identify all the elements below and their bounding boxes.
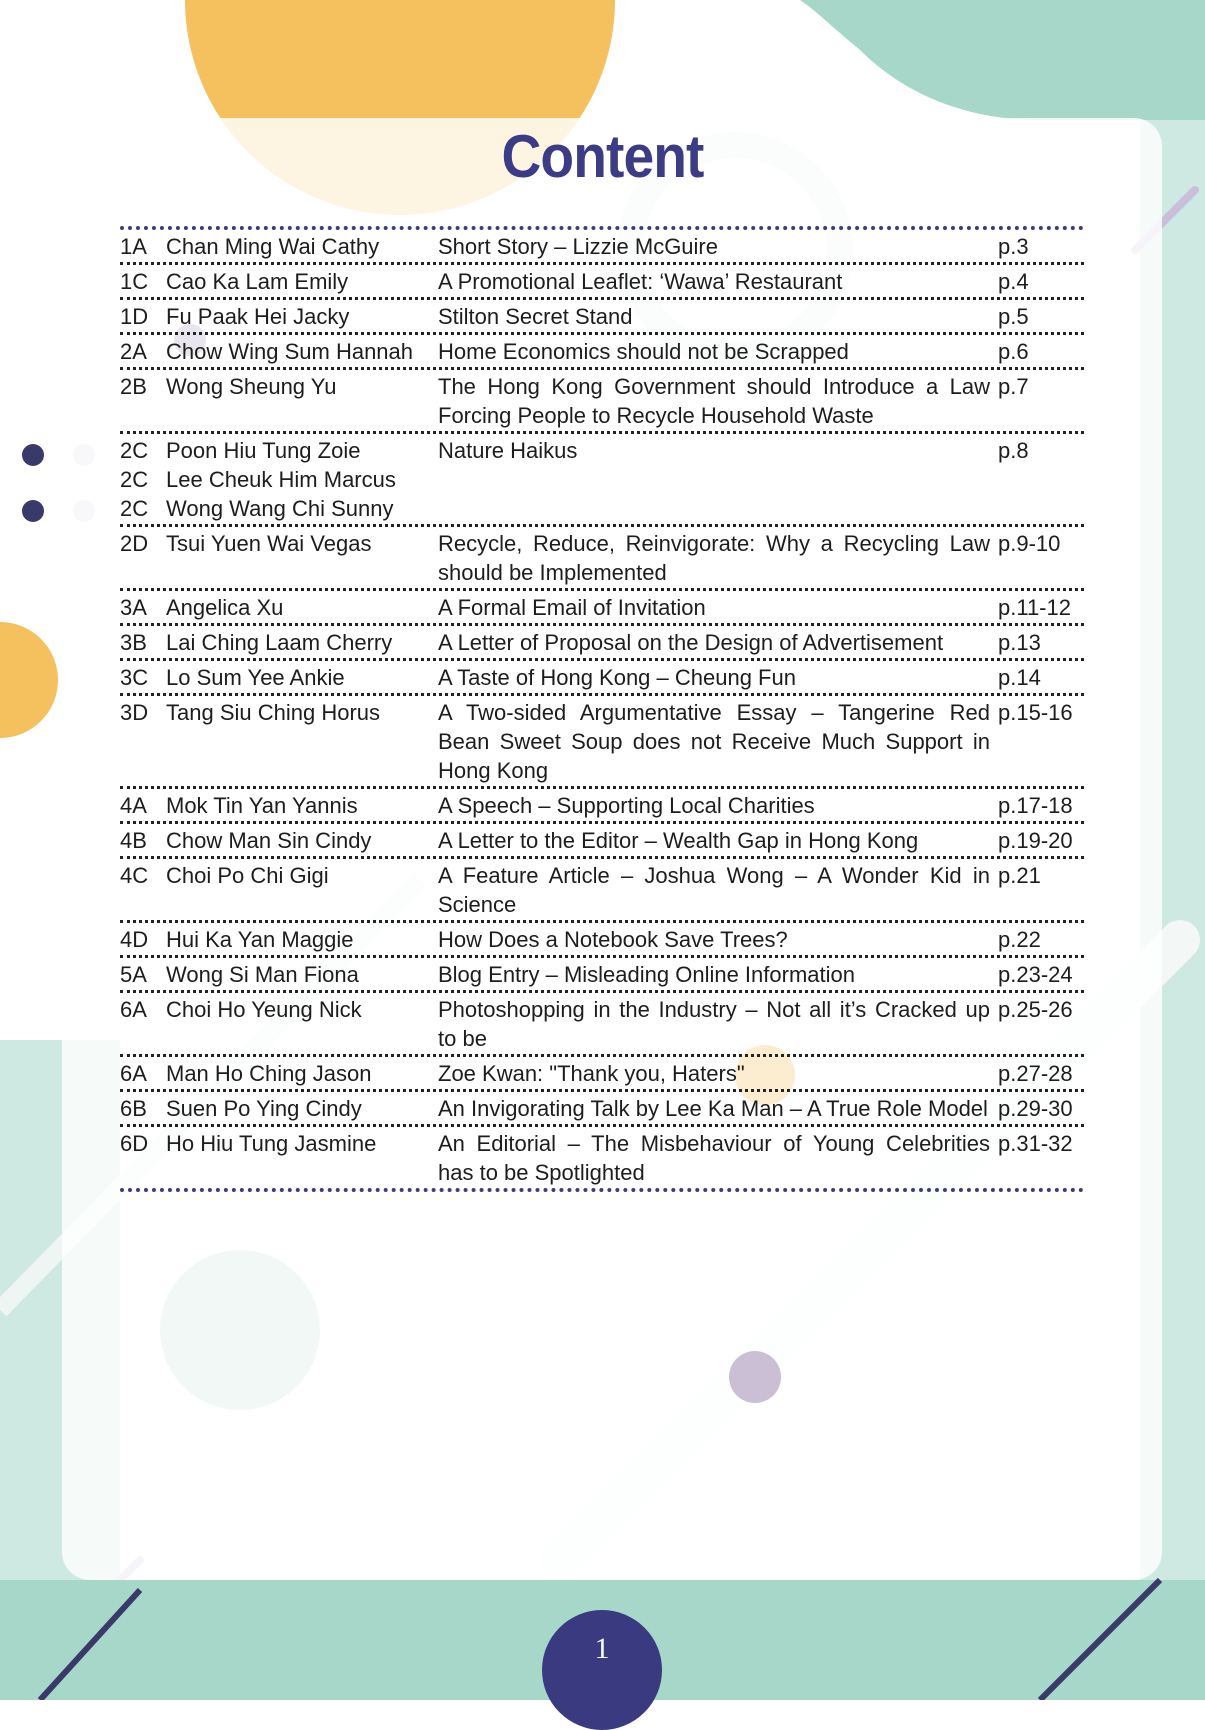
page-reference: p.8: [998, 438, 1029, 463]
article-title: Recycle, Reduce, Reinvigorate: Why a Recycling Law should be Implemented: [438, 531, 990, 585]
student-name: Cao Ka Lam Emily: [166, 269, 349, 294]
article-title: A Speech – Supporting Local Charities: [438, 793, 815, 818]
toc-row: [120, 993, 1084, 1057]
page-reference: p.31-32: [998, 1131, 1073, 1156]
page-reference: p.5: [998, 304, 1029, 329]
class-label: 3A: [120, 595, 147, 620]
article-title: Stilton Secret Stand: [438, 304, 633, 329]
student-name: Ho Hiu Tung Jasmine: [166, 1131, 377, 1156]
class-label: 2D: [120, 531, 149, 556]
article-title: A Letter of Proposal on the Design of Advertisement: [438, 630, 944, 655]
page-reference: p.3: [998, 234, 1029, 259]
class-label: 3B: [120, 630, 147, 655]
article-title: A Promotional Leaflet: ‘Wawa’ Restaurant: [438, 269, 843, 294]
page-reference: p.6: [998, 339, 1029, 364]
student-name: Chow Man Sin Cindy: [166, 828, 372, 853]
student-name: Tang Siu Ching Horus: [166, 700, 381, 725]
page-reference: p.23-24: [998, 962, 1073, 987]
class-label: 4C: [120, 863, 149, 888]
page-number: 1: [594, 1632, 610, 1665]
toc-row: [120, 1127, 1084, 1192]
page-reference: p.22: [998, 927, 1041, 952]
toc-row: [120, 696, 1084, 789]
article-title: An Invigorating Talk by Lee Ka Man – A True Role Model: [438, 1096, 988, 1121]
student-name: Wong Si Man Fiona: [166, 962, 359, 987]
page-reference: p.21: [998, 863, 1041, 888]
page-reference: p.15-16: [998, 700, 1073, 725]
page-number-badge: [542, 1610, 662, 1730]
toc-row: [120, 591, 1084, 626]
page-reference: p.7: [998, 374, 1029, 399]
purple-dot: [729, 1351, 781, 1403]
class-label: 6B: [120, 1096, 147, 1121]
article-title: A Feature Article – Joshua Wong – A Wonder Kid in Science: [438, 863, 990, 917]
page-reference: p.13: [998, 630, 1041, 655]
article-title: How Does a Notebook Save Trees?: [438, 927, 788, 952]
table-of-contents: [120, 226, 1084, 1192]
page-reference: p.27-28: [998, 1061, 1073, 1086]
article-title: A Letter to the Editor – Wealth Gap in Hong Kong: [438, 828, 919, 853]
class-label: 3D: [120, 700, 149, 725]
toc-row: [120, 859, 1084, 923]
class-label: 1A: [120, 234, 147, 259]
student-name: Tsui Yuen Wai Vegas: [166, 531, 372, 556]
toc-row: [120, 434, 1084, 527]
article-title: Photoshopping in the Industry – Not all it’s Cracked up to be: [438, 997, 990, 1051]
student-name: Man Ho Ching Jason: [166, 1061, 372, 1086]
student-name: Poon Hiu Tung Zoie Lee Cheuk Him Marcus Wong Wang Chi Sunny: [166, 438, 396, 521]
teal-blob-top-right: [800, 0, 1205, 120]
article-title: A Taste of Hong Kong – Cheung Fun: [438, 665, 796, 690]
toc-row: [120, 527, 1084, 591]
student-name: Angelica Xu: [166, 595, 284, 620]
article-title: Short Story – Lizzie McGuire: [438, 234, 718, 259]
page-reference: p.11-12: [998, 595, 1071, 620]
article-title: A Two-sided Argumentative Essay – Tangerine Red Bean Sweet Soup does not Receive Much Support in Hong Kong: [438, 700, 990, 783]
toc-row: [120, 265, 1084, 300]
student-name: Chow Wing Sum Hannah: [166, 339, 414, 364]
toc-row: [120, 370, 1084, 434]
dot: [22, 500, 44, 522]
page-reference: p.25-26: [998, 997, 1073, 1022]
article-title: A Formal Email of Invitation: [438, 595, 706, 620]
page-reference: p.9-10: [998, 531, 1061, 556]
class-label: 6D: [120, 1131, 149, 1156]
article-title: Zoe Kwan: "Thank you, Haters": [438, 1061, 745, 1086]
toc-row: [120, 824, 1084, 859]
page-reference: p.19-20: [998, 828, 1073, 853]
class-label: 3C: [120, 665, 149, 690]
toc-row: [120, 300, 1084, 335]
toc-row: [120, 230, 1084, 265]
class-label: 6A: [120, 1061, 147, 1086]
student-name: Hui Ka Yan Maggie: [166, 927, 354, 952]
yellow-circle-left: [0, 622, 58, 738]
class-label: 2A: [120, 339, 147, 364]
class-label: 4B: [120, 828, 147, 853]
student-name: Suen Po Ying Cindy: [166, 1096, 362, 1121]
student-name: Choi Po Chi Gigi: [166, 863, 329, 888]
toc-row: [120, 789, 1084, 824]
article-title: Nature Haikus: [438, 438, 578, 463]
class-label: 6A: [120, 997, 147, 1022]
toc-row: [120, 661, 1084, 696]
toc-row: [120, 1092, 1084, 1127]
toc-row: [120, 1057, 1084, 1092]
class-label: 1C: [120, 269, 149, 294]
student-name: Chan Ming Wai Cathy: [166, 234, 380, 259]
article-title: The Hong Kong Government should Introduce a Law Forcing People to Recycle Household Waste: [438, 374, 990, 428]
page-reference: p.14: [998, 665, 1041, 690]
faint-circle: [160, 1250, 320, 1410]
page-reference: p.29-30: [998, 1096, 1073, 1121]
toc-row: [120, 335, 1084, 370]
class-label: 4A: [120, 793, 147, 818]
article-title: Blog Entry – Misleading Online Information: [438, 962, 855, 987]
toc-row: [120, 958, 1084, 993]
student-name: Lai Ching Laam Cherry: [166, 630, 393, 655]
page-title: Content: [501, 123, 704, 190]
class-label: 2B: [120, 374, 147, 399]
toc-row: [120, 923, 1084, 958]
dot: [22, 444, 44, 466]
article-title: Home Economics should not be Scrapped: [438, 339, 849, 364]
student-name: Wong Sheung Yu: [166, 374, 337, 399]
class-label: 1D: [120, 304, 149, 329]
page-reference: p.4: [998, 269, 1029, 294]
toc-row: [120, 626, 1084, 661]
student-name: Mok Tin Yan Yannis: [166, 793, 358, 818]
class-label: 4D: [120, 927, 149, 952]
class-label: 2C 2C 2C: [120, 438, 149, 521]
student-name: Choi Ho Yeung Nick: [166, 997, 362, 1022]
article-title: An Editorial – The Misbehaviour of Young Celebrities has to be Spotlighted: [438, 1131, 990, 1185]
page-reference: p.17-18: [998, 793, 1073, 818]
student-name: Fu Paak Hei Jacky: [166, 304, 350, 329]
student-name: Lo Sum Yee Ankie: [166, 665, 345, 690]
class-label: 5A: [120, 962, 147, 987]
